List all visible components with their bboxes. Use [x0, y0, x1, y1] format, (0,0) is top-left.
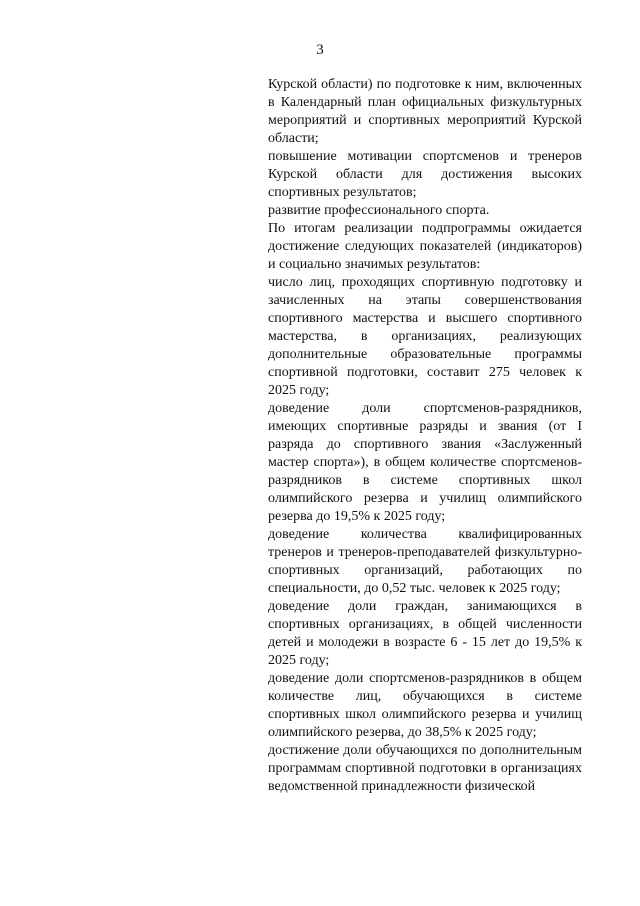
paragraph-1: Курской области) по подготовке к ним, включенных в Календарный план официальных физкультурных мероприятий и спортивных мероприятий Курской области; — [268, 77, 582, 146]
paragraph-5: число лиц, проходящих спортивную подготовку и зачисленных на этапы совершенствования спортивного мастерства и высшего спортивного мастерства, в организациях, реализующих дополнительные образовательные программы спортивной подготовки, составит 275 человек к 2025 году; — [268, 275, 582, 398]
paragraph-8: доведение доли граждан, занимающихся в спортивных организациях, в общей численности детей и молодежи в возрасте 6 - 15 лет до 19,5% к 2025 году; — [268, 599, 582, 668]
paragraph-2: повышение мотивации спортсменов и тренеров Курской области для достижения высоких спортивных результатов; — [268, 149, 582, 200]
paragraph-6: доведение доли спортсменов-разрядников, имеющих спортивные разряды и звания (от I разряда до спортивного звания «Заслуженный мастер спорта»), в общем количестве спортсменов-разрядников в системе спортивных школ олимпийского резерва и училищ олимпийского резерва до 19,5% к 2025 году; — [268, 401, 582, 524]
paragraph-4: По итогам реализации подпрограммы ожидается достижение следующих показателей (индикаторов) и социально значимых результатов: — [268, 221, 582, 272]
paragraph-10: достижение доли обучающихся по дополнительным программам спортивной подготовки в организациях ведомственной принадлежности физической — [268, 743, 582, 794]
paragraph-7: доведение количества квалифицированных тренеров и тренеров-преподавателей физкультурно-спортивных организаций, работающих по специальности, до 0,52 тыс. человек к 2025 году; — [268, 527, 582, 596]
paragraph-3: развитие профессионального спорта. — [268, 203, 490, 218]
page-number: 3 — [316, 42, 324, 58]
paragraph-9: доведение доли спортсменов-разрядников в общем количестве лиц, обучающихся в системе спортивных школ олимпийского резерва и училищ олимпийского резерва, до 38,5% к 2025 году; — [268, 671, 582, 740]
document-body — [268, 76, 582, 796]
